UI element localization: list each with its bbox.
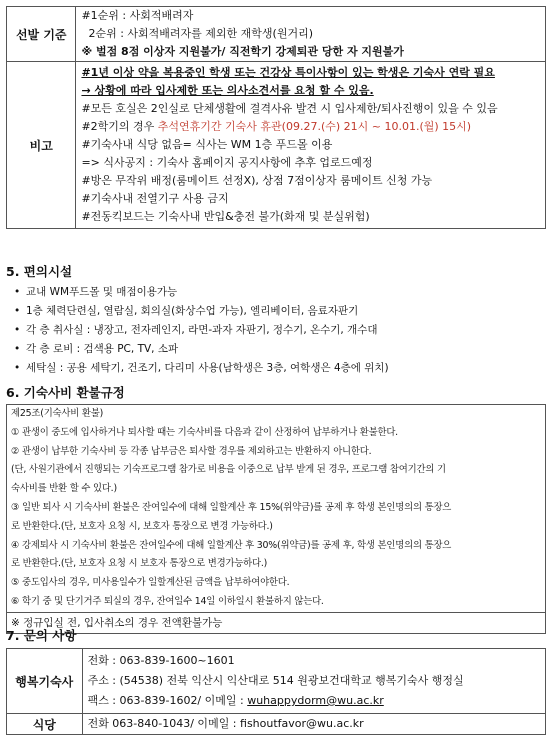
section-5-title: 5. 편의시설: [6, 264, 73, 279]
list-item: • 각 층 로비 : 검색용 PC, TV, 소파: [14, 340, 389, 359]
remarks-line-3: #모든 호실은 2인실로 단체생활에 결격사유 발견 시 입사제한/퇴사진행이 있을 수 있음: [81, 102, 498, 115]
list-item: • 1층 체력단련실, 열람실, 회의실(화상수업 가능), 엘리베이터, 음료자판기: [14, 302, 389, 321]
remarks-row: [7, 62, 546, 229]
dorm-contact-header: 행복기숙사: [7, 649, 83, 714]
dorm-email-link[interactable]: wuhappydorm@wu.ac.kr: [247, 694, 384, 707]
remarks-line-5: #기숙사내 식당 없음= 식사는 WM 1층 푸드몰 이용: [81, 138, 333, 151]
remarks-line-1: #1년 이상 약을 복용중인 학생 또는 건강상 특이사항이 있는 학생은 기숙사 연락 필요: [81, 66, 495, 79]
dorm-fax: 팩스 : 063-839-1602/ 이메일 :: [87, 694, 248, 707]
refund-line-7: 로 반환한다.(단, 보호자 요청 시, 보호자 통장으로 변경 가능하다.): [11, 520, 273, 532]
refund-line-11: ⑥ 학기 중 및 단기거주 퇴실의 경우, 잔여일수 14일 이하일시 환불하지 않는다.: [11, 595, 324, 607]
cafeteria-contact-header: 식당: [7, 714, 83, 735]
remarks-line-4: [76, 118, 545, 136]
remarks-line-7: #방은 무작위 배정(룸메이트 선정X), 상점 7점이상자 룸메이트 신청 가능: [81, 174, 433, 187]
refund-line-3: ② 관생이 납부한 기숙사비 등 각종 납부금은 퇴사할 경우를 제외하고는 반환하지 아니한다.: [11, 445, 372, 457]
list-item: • 세탁실 : 공용 세탁기, 건조기, 다리미 사용(남학생은 3층, 여학생은 4층에 위치): [14, 359, 389, 378]
refund-line-2: ① 관생이 중도에 입사하거나 퇴사할 때는 기숙사비를 다음과 같이 산정하여 납부하거나 환불한다.: [11, 426, 398, 438]
contact-table: [6, 648, 546, 735]
refund-line-1: 제25조(기숙사비 환불): [11, 408, 104, 419]
refund-line-10: ⑤ 중도입사의 경우, 미사용일수가 일할계산된 금액을 납부하여야한다.: [11, 577, 290, 589]
refund-footer-note: ※ 정규입실 전, 입사취소의 경우 전액환불가능: [7, 612, 545, 633]
facilities-list: [14, 283, 389, 378]
list-item: • 교내 WM푸드몰 및 매점이용가능: [14, 283, 389, 302]
selection-criteria-row: [7, 7, 546, 62]
criteria-line-3: ※ 벌점 8점 이상자 지원불가/ 직전학기 강제퇴관 당한 자 지원불가: [81, 45, 404, 58]
holiday-closure-notice: 추석연휴기간 기숙사 휴관(09.27.(수) 21시 ~ 10.01.(월) 15시): [157, 120, 472, 133]
criteria-line-1: #1순위 : 사회적배려자: [81, 9, 194, 22]
section-6-title: 6. 기숙사비 환불규정: [6, 385, 125, 400]
dorm-phone: 전화 : 063-839-1600~1601: [87, 654, 235, 667]
criteria-table: [6, 6, 546, 229]
remarks-line-6: => 식사공지 : 기숙사 홈페이지 공지사항에 추후 업로드예정: [81, 156, 373, 169]
remarks-line-2: → 상황에 따라 입사제한 또는 의사소견서를 요청 할 수 있음.: [81, 84, 374, 97]
selection-criteria-header: 선발 기준: [7, 7, 76, 62]
refund-policy-box: [6, 404, 546, 634]
criteria-line-2: 2순위 : 사회적배려자를 제외한 재학생(원거리): [88, 27, 313, 40]
section-7-title: 7. 문의 사항: [6, 628, 77, 643]
cafeteria-contact-row: [7, 714, 546, 735]
refund-line-5: 숙사비를 반환 할 수 있다.): [11, 483, 117, 495]
remarks-line-9: #전동킥보드는 기숙사내 반입&충전 불가(화재 및 분실위험): [81, 210, 370, 223]
refund-line-9: 로 반환한다.(단, 보호자 요청 시 보호자 통장으로 변경가능하다.): [11, 558, 268, 570]
refund-line-4: (단, 사원기관에서 진행되는 기숙프로그램 참가로 비용을 이중으로 납부 받게 된 경우, 프로그램 참여기간의 기: [11, 464, 446, 476]
remarks-line-4-prefix: #2학기의 경우: [81, 120, 158, 133]
dorm-address: 주소 : (54538) 전북 익산시 익산대로 514 원광보건대학교 행복기숙사 행정실: [87, 674, 464, 687]
cafeteria-contact: 전화 063-840-1043/ 이메일 : fishoutfavor@wu.ac.kr: [87, 717, 364, 730]
dorm-fax-email: [83, 691, 545, 711]
remarks-line-8: #기숙사내 전열기구 사용 금지: [81, 192, 229, 205]
refund-line-8: ④ 강제퇴사 시 기숙사비 환불은 잔여일수에 대해 일할계산 후 30%(위약금)를 공제 후, 학생 본인명의의 통장으: [11, 539, 452, 551]
remarks-header: 비고: [7, 62, 76, 229]
dorm-contact-row: [7, 649, 546, 714]
refund-line-6: ③ 일반 퇴사 시 기숙사비 환불은 잔여일수에 대해 일할계산 후 15%(위약금)를 공제 후 학생 본인명의의 통장으: [11, 501, 452, 513]
list-item: • 각 층 취사실 : 냉장고, 전자레인지, 라면-과자 자판기, 정수기, 온수기, 개수대: [14, 321, 389, 340]
